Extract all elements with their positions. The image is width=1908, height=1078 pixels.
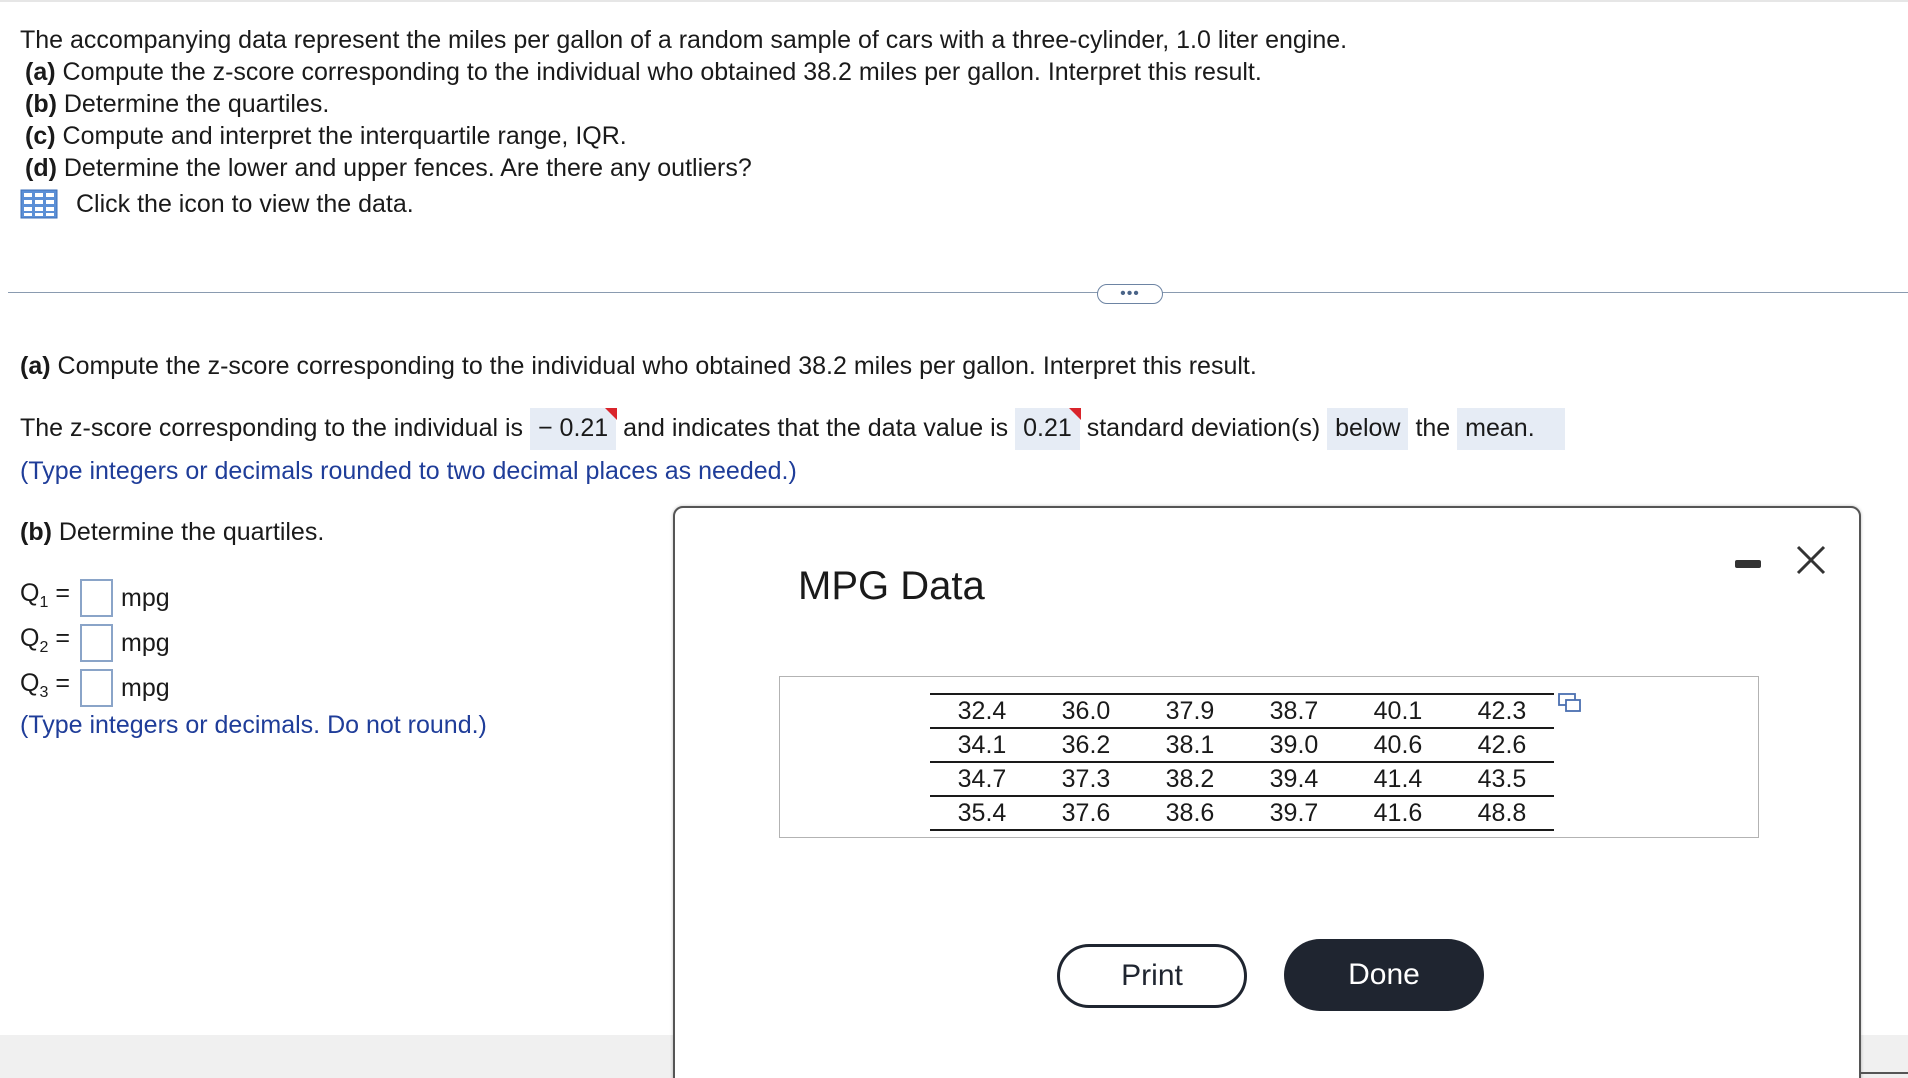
question-part-a: [20, 56, 1347, 88]
footer-corner: [1861, 1072, 1908, 1074]
sd-answer-box[interactable]: [1015, 408, 1080, 450]
q2-label: $Q_2$ =: [20, 623, 70, 656]
mpg-data-dialog: [673, 506, 1861, 1078]
answer-text: standard deviation(s): [1086, 414, 1321, 442]
table-cell: 37.6: [1034, 796, 1138, 830]
table-cell: 36.0: [1034, 694, 1138, 728]
part-label: (a): [20, 352, 51, 380]
expand-ellipsis-button[interactable]: •••: [1097, 284, 1163, 304]
table-cell: 38.2: [1138, 762, 1242, 796]
part-text: Compute the z-score corresponding to the individual who obtained 38.2 miles per gallon. Interpret this result.: [62, 58, 1262, 86]
question-intro: The accompanying data represent the miles per gallon of a random sample of cars with a three-cylinder, 1.0 liter engine.: [20, 26, 1348, 54]
section-divider: [8, 292, 1908, 293]
answer-text: The z-score corresponding to the individual is: [20, 414, 524, 442]
table-cell: 43.5: [1450, 762, 1554, 796]
table-cell: 32.4: [930, 694, 1034, 728]
incorrect-flag-icon: [1069, 408, 1081, 420]
unit-label: mpg: [121, 583, 170, 612]
dialog-title: MPG Data: [798, 564, 985, 608]
table-cell: 38.7: [1242, 694, 1346, 728]
table-cell: 48.8: [1450, 796, 1554, 830]
data-table-icon[interactable]: [20, 189, 58, 219]
table-cell: 42.3: [1450, 694, 1554, 728]
part-a-heading-text: Compute the z-score corresponding to the individual who obtained 38.2 miles per gallon. Interpret this result.: [57, 352, 1257, 380]
part-label: (d): [25, 154, 57, 182]
part-label: (b): [20, 518, 52, 546]
table-cell: 39.7: [1242, 796, 1346, 830]
incorrect-flag-icon: [605, 408, 617, 420]
answer-text: and indicates that the data value is: [623, 414, 1009, 442]
copy-icon[interactable]: [1558, 693, 1582, 713]
sd-value: 0.21: [1023, 414, 1072, 442]
table-row: [930, 728, 1554, 762]
table-row: [930, 694, 1554, 728]
table-row: [930, 762, 1554, 796]
minimize-icon[interactable]: [1735, 560, 1761, 568]
q2-input[interactable]: [80, 624, 113, 662]
question-part-c: [20, 120, 1347, 152]
table-cell: 35.4: [930, 796, 1034, 830]
part-b-heading-text: Determine the quartiles.: [58, 518, 325, 546]
data-table-frame: [779, 676, 1759, 838]
answer-text: the: [1415, 414, 1451, 442]
part-a-note: (Type integers or decimals rounded to two decimal places as needed.): [20, 457, 797, 485]
zscore-value: − 0.21: [538, 414, 609, 442]
mpg-table: [930, 693, 1554, 831]
direction-select[interactable]: below: [1327, 408, 1408, 450]
q3-label: $Q_3$ =: [20, 668, 70, 701]
part-text: Determine the quartiles.: [63, 90, 330, 118]
table-row: [930, 796, 1554, 830]
table-cell: 42.6: [1450, 728, 1554, 762]
zscore-answer-box[interactable]: [530, 408, 616, 450]
part-text: Determine the lower and upper fences. Are there any outliers?: [63, 154, 752, 182]
view-data-link[interactable]: [20, 188, 1347, 220]
table-cell: 40.6: [1346, 728, 1450, 762]
part-label: (c): [25, 122, 56, 150]
unit-label: mpg: [121, 673, 170, 702]
table-cell: 36.2: [1034, 728, 1138, 762]
q1-row: [20, 575, 170, 620]
part-a-heading: [20, 350, 1257, 382]
close-icon[interactable]: [1793, 542, 1829, 578]
part-label: (b): [25, 90, 57, 118]
table-cell: 34.7: [930, 762, 1034, 796]
table-cell: 39.0: [1242, 728, 1346, 762]
part-a-answer-line: [20, 408, 1565, 450]
table-cell: 34.1: [930, 728, 1034, 762]
view-data-text[interactable]: Click the icon to view the data.: [76, 190, 414, 218]
part-b-heading: [20, 516, 324, 548]
question-part-b: [20, 88, 1347, 120]
part-text: Compute and interpret the interquartile range, IQR.: [62, 122, 627, 150]
part-b-note: (Type integers or decimals. Do not round.): [20, 711, 487, 739]
q1-input[interactable]: [80, 579, 113, 617]
table-cell: 40.1: [1346, 694, 1450, 728]
quartile-inputs: [20, 575, 170, 710]
table-cell: 41.4: [1346, 762, 1450, 796]
q2-row: [20, 620, 170, 665]
q3-input[interactable]: [80, 669, 113, 707]
footer-strip: [0, 1035, 673, 1078]
table-cell: 38.6: [1138, 796, 1242, 830]
q3-row: [20, 665, 170, 710]
question-block: [20, 24, 1347, 220]
table-cell: 39.4: [1242, 762, 1346, 796]
print-button[interactable]: Print: [1057, 944, 1247, 1008]
table-cell: 37.3: [1034, 762, 1138, 796]
done-button[interactable]: Done: [1284, 939, 1484, 1011]
table-cell: 41.6: [1346, 796, 1450, 830]
table-cell: 38.1: [1138, 728, 1242, 762]
unit-label: mpg: [121, 628, 170, 657]
top-rule: [0, 0, 1908, 2]
reference-select[interactable]: mean.: [1457, 408, 1564, 450]
part-label: (a): [25, 58, 56, 86]
question-part-d: [20, 152, 1347, 184]
q1-label: $Q_1$ =: [20, 578, 70, 611]
table-cell: 37.9: [1138, 694, 1242, 728]
